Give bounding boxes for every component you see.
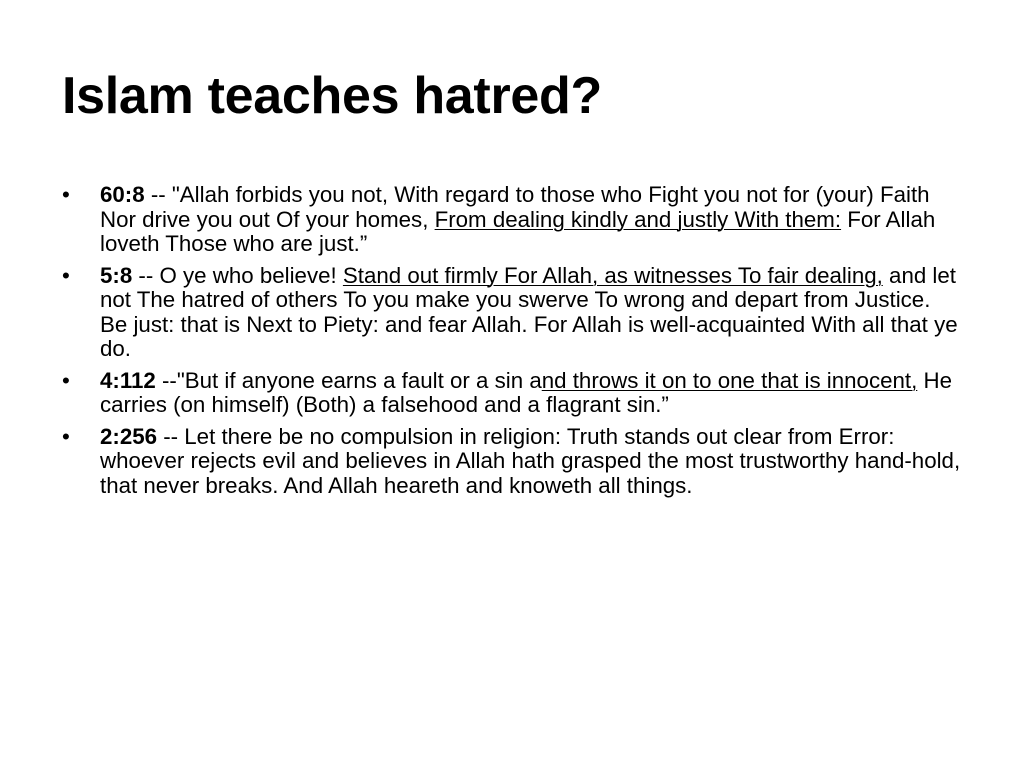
slide-title: Islam teaches hatred? (62, 67, 602, 125)
verse-reference: 5:8 (100, 262, 133, 288)
verse-text-end: He carries (on himself) (Both) a falsehood and a flagrant sin.” (100, 367, 953, 417)
bullet-item-60-8 (62, 183, 962, 257)
verse-text: -- O ye who believe! (132, 262, 343, 288)
verse-text: --"But if anyone earns a fault or a sin a (155, 367, 542, 393)
bullet-dot: • (62, 423, 70, 449)
verse-text: -- Let there be no compulsion in religion: Truth stands out clear from Error: whoever rejects evil and believes in Allah hath grasped the most trustworthy hand-hold, that never breaks. And Allah heareth and knoweth all things. (100, 423, 961, 498)
verse-text: -- "Allah forbids you not, With regard to those who Fight you not for (your) Faith Nor drive you out Of your homes, (100, 182, 930, 232)
bullet-list (62, 183, 962, 505)
bullet-item-4-112 (62, 369, 962, 418)
verse-text-end: and let not The hatred of others To you make you swerve To wrong and depart from Justice. Be just: that is Next to Piety: and fear Allah. For Allah is well-acquainted With all that ye do. (100, 262, 958, 361)
verse-reference: 4:112 (100, 367, 156, 393)
bullet-dot: • (62, 262, 70, 288)
verse-underlined-text: From dealing kindly and justly With them: (434, 206, 842, 232)
verse-reference: 2:256 (100, 423, 158, 449)
bullet-item-2-256 (62, 425, 962, 499)
verse-underlined-text: Stand out firmly For Allah, as witnesses To fair dealing, (342, 262, 883, 288)
verse-underlined-text: nd throws it on to one that is innocent, (541, 367, 918, 393)
bullet-dot: • (62, 182, 70, 207)
bullet-dot: • (62, 367, 70, 393)
verse-text-end: For Allah loveth Those who are just.” (100, 206, 936, 256)
bullet-item-5-8 (62, 264, 962, 362)
verse-reference: 60:8 (100, 182, 145, 207)
